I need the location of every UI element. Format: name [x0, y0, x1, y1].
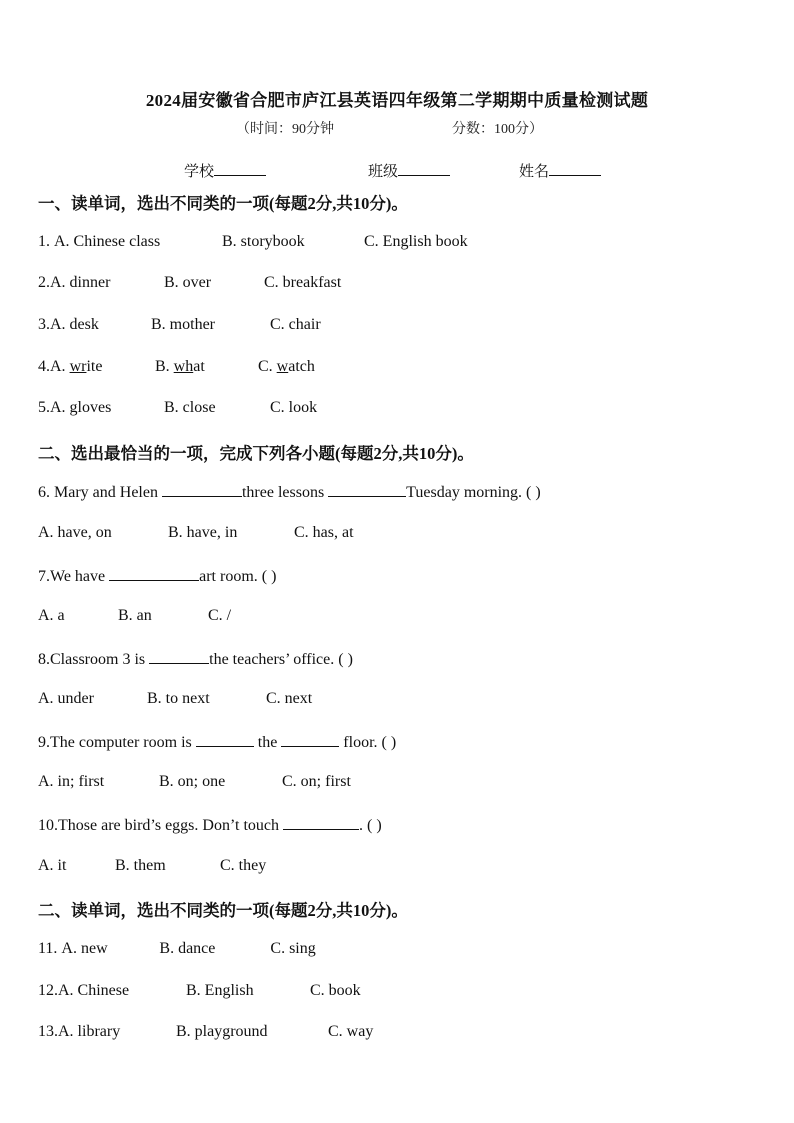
option-b: B. mother [151, 316, 215, 333]
question-6 [38, 482, 541, 502]
option-c: C. look [270, 399, 318, 416]
option-a: A. Chinese [58, 982, 130, 999]
question-8-options [38, 690, 312, 708]
option-a: A. it [38, 857, 67, 874]
question-1 [38, 233, 468, 251]
exam-time: （时间：90分钟 [236, 122, 334, 137]
stem-part-2: the teachers’ office. ( ) [209, 651, 353, 668]
option-b-prefix: B. [155, 358, 174, 375]
stem-part-1: 9.The computer room is [38, 734, 196, 751]
option-c: C. English book [364, 233, 468, 250]
stem-part-3: Tuesday morning. ( ) [406, 484, 541, 501]
option-b: B. close [164, 399, 216, 416]
option-a: A. library [58, 1023, 121, 1040]
option-c: C. next [266, 690, 313, 707]
question-3 [38, 316, 321, 334]
option-a: A. new [61, 940, 108, 957]
option-b: B. dance [159, 940, 216, 957]
question-number: 3. [38, 316, 50, 333]
option-c: C. chair [270, 316, 321, 333]
option-b: B. playground [176, 1023, 268, 1040]
question-number: 4. [38, 358, 50, 375]
question-5 [38, 399, 317, 417]
stem-part-2: art room. ( ) [199, 568, 277, 585]
question-7-options [38, 607, 231, 625]
option-a [50, 358, 155, 376]
question-9-options [38, 773, 351, 791]
option-b: B. an [118, 607, 152, 624]
option-c: C. on; first [282, 773, 351, 790]
question-7 [38, 566, 276, 586]
name-label: 姓名 [519, 164, 550, 180]
answer-blank [109, 566, 199, 581]
section-2-heading: 二、选出最恰当的一项，完成下列各小题(每题2分,共10分)。 [38, 444, 474, 463]
stem-part-3: floor. ( ) [339, 734, 397, 751]
question-10 [38, 815, 382, 835]
exam-score: 分数：100分） [452, 122, 543, 137]
option-c-rest: atch [288, 358, 315, 375]
stem-part-1: 6. Mary and Helen [38, 484, 162, 501]
option-a: A. a [38, 607, 65, 624]
option-c: C. breakfast [264, 274, 342, 291]
option-c-prefix: C. [258, 358, 277, 375]
question-13 [38, 1023, 373, 1041]
question-8 [38, 649, 353, 669]
option-b: B. them [115, 857, 166, 874]
option-b-rest: at [193, 358, 205, 375]
name-blank [549, 161, 601, 176]
question-9 [38, 732, 396, 752]
class-label: 班级 [368, 164, 399, 180]
option-b: B. storybook [222, 233, 305, 250]
option-c: C. they [220, 857, 267, 874]
answer-blank [162, 482, 242, 497]
class-blank [398, 161, 450, 176]
option-a: A. under [38, 690, 94, 707]
option-c: C. / [208, 607, 232, 624]
question-2 [38, 274, 341, 292]
stem-part-1: 10.Those are bird’s eggs. Don’t touch [38, 817, 283, 834]
option-a: A. gloves [50, 399, 112, 416]
stem-part-2: three lessons [241, 484, 329, 501]
option-a-underlined: wr [69, 358, 87, 375]
stem-part-2: the [253, 734, 282, 751]
option-b-underlined: wh [173, 358, 194, 375]
question-number: 11. [38, 940, 62, 957]
option-a-rest: ite [86, 358, 103, 375]
option-c: C. has, at [294, 524, 354, 541]
page-title: 2024届安徽省合肥市庐江县英语四年级第二学期期中质量检测试题 [145, 91, 649, 110]
question-number: 12. [38, 982, 58, 999]
option-a: A. in; first [38, 773, 105, 790]
school-label: 学校 [184, 164, 215, 180]
option-a: A. Chinese class [54, 233, 161, 250]
option-c: C. sing [270, 940, 316, 957]
option-a: A. desk [50, 316, 99, 333]
option-c: C. way [328, 1023, 374, 1040]
school-blank [214, 161, 266, 176]
question-number: 13. [38, 1023, 58, 1040]
question-4 [38, 358, 315, 376]
answer-blank [328, 482, 406, 497]
option-a: A. have, on [38, 524, 112, 541]
section-3-heading: 二、读单词，选出不同类的一项(每题2分,共10分)。 [38, 901, 408, 920]
question-12 [38, 982, 361, 1000]
option-b: B. over [164, 274, 212, 291]
answer-blank [196, 732, 254, 747]
option-b [155, 358, 258, 376]
school-field [184, 160, 266, 181]
name-field [519, 160, 601, 181]
stem-part-1: 7.We have [38, 568, 110, 585]
option-c [258, 358, 315, 376]
option-b: B. have, in [168, 524, 238, 541]
question-6-options [38, 524, 354, 542]
option-b: B. to next [147, 690, 210, 707]
class-field [368, 160, 450, 181]
stem-part-1: 8.Classroom 3 is [38, 651, 150, 668]
question-number: 5. [38, 399, 50, 416]
question-number: 1. [38, 233, 54, 250]
option-b: B. on; one [159, 773, 226, 790]
answer-blank [281, 732, 339, 747]
option-a: A. dinner [50, 274, 111, 291]
option-a-prefix: A. [50, 358, 70, 375]
option-c-underlined: w [276, 358, 289, 375]
question-11 [38, 940, 316, 958]
option-b: B. English [186, 982, 254, 999]
answer-blank [149, 649, 209, 664]
section-1-heading: 一、读单词，选出不同类的一项(每题2分,共10分)。 [38, 194, 408, 213]
stem-part-2: . ( ) [359, 817, 382, 834]
answer-blank [283, 815, 359, 830]
option-c: C. book [310, 982, 361, 999]
question-number: 2. [38, 274, 50, 291]
question-10-options [38, 857, 266, 875]
